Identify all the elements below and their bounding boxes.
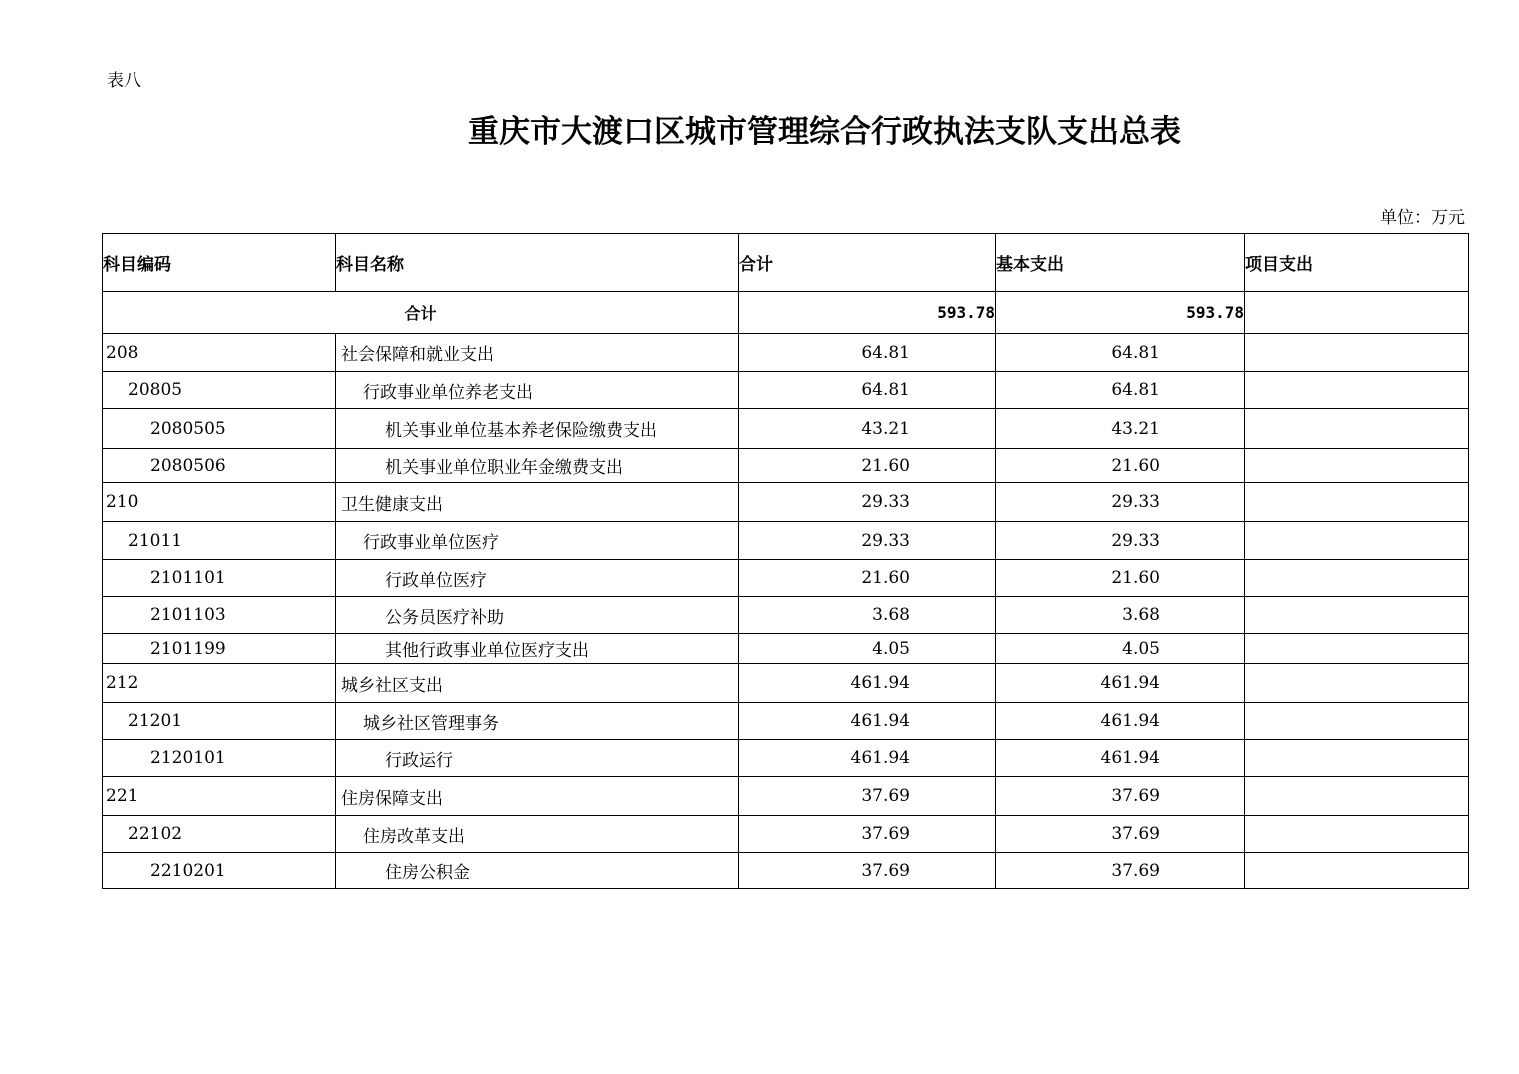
total-label: 合计 bbox=[103, 292, 739, 334]
row-code: 2101103 bbox=[103, 597, 336, 634]
table-row bbox=[103, 483, 1469, 522]
row-name: 城乡社区支出 bbox=[336, 664, 739, 703]
row-code: 21011 bbox=[103, 522, 336, 560]
row-name: 公务员医疗补助 bbox=[336, 597, 739, 634]
row-project bbox=[1245, 703, 1469, 740]
row-code: 2080506 bbox=[103, 449, 336, 483]
table-row bbox=[103, 334, 1469, 372]
row-basic: 37.69 bbox=[996, 853, 1245, 889]
row-total: 461.94 bbox=[739, 740, 996, 777]
row-name: 行政事业单位养老支出 bbox=[336, 372, 739, 409]
table-row bbox=[103, 409, 1469, 449]
row-code: 2210201 bbox=[103, 853, 336, 889]
row-code: 2120101 bbox=[103, 740, 336, 777]
row-code: 20805 bbox=[103, 372, 336, 409]
row-name: 卫生健康支出 bbox=[336, 483, 739, 522]
row-name: 住房保障支出 bbox=[336, 777, 739, 816]
row-code: 208 bbox=[103, 334, 336, 372]
header-total: 合计 bbox=[739, 234, 996, 292]
row-code: 2080505 bbox=[103, 409, 336, 449]
row-total: 29.33 bbox=[739, 522, 996, 560]
row-total: 43.21 bbox=[739, 409, 996, 449]
row-project bbox=[1245, 634, 1469, 664]
table-row bbox=[103, 449, 1469, 483]
row-total: 3.68 bbox=[739, 597, 996, 634]
table-row bbox=[103, 664, 1469, 703]
row-project bbox=[1245, 740, 1469, 777]
total-row bbox=[103, 292, 1469, 334]
row-basic: 4.05 bbox=[996, 634, 1245, 664]
row-total: 37.69 bbox=[739, 777, 996, 816]
row-total: 64.81 bbox=[739, 334, 996, 372]
row-project bbox=[1245, 816, 1469, 853]
unit-label: 单位：万元 bbox=[1380, 208, 1465, 228]
row-total: 64.81 bbox=[739, 372, 996, 409]
row-code: 21201 bbox=[103, 703, 336, 740]
row-project bbox=[1245, 853, 1469, 889]
row-code: 212 bbox=[103, 664, 336, 703]
row-name: 城乡社区管理事务 bbox=[336, 703, 739, 740]
row-total: 21.60 bbox=[739, 449, 996, 483]
row-name: 机关事业单位职业年金缴费支出 bbox=[336, 449, 739, 483]
header-row bbox=[103, 234, 1469, 292]
row-project bbox=[1245, 522, 1469, 560]
row-name: 其他行政事业单位医疗支出 bbox=[336, 634, 739, 664]
row-project bbox=[1245, 560, 1469, 597]
row-name: 住房改革支出 bbox=[336, 816, 739, 853]
table-row bbox=[103, 740, 1469, 777]
row-total: 4.05 bbox=[739, 634, 996, 664]
expenditure-table bbox=[102, 233, 1469, 889]
row-total: 37.69 bbox=[739, 853, 996, 889]
table-row bbox=[103, 816, 1469, 853]
table-label: 表八 bbox=[107, 71, 141, 91]
header-basic: 基本支出 bbox=[996, 234, 1245, 292]
row-total: 21.60 bbox=[739, 560, 996, 597]
header-project: 项目支出 bbox=[1245, 234, 1469, 292]
row-basic: 37.69 bbox=[996, 816, 1245, 853]
table-row bbox=[103, 634, 1469, 664]
row-basic: 461.94 bbox=[996, 664, 1245, 703]
row-basic: 21.60 bbox=[996, 560, 1245, 597]
row-name: 社会保障和就业支出 bbox=[336, 334, 739, 372]
row-name: 行政单位医疗 bbox=[336, 560, 739, 597]
row-code: 2101199 bbox=[103, 634, 336, 664]
row-code: 221 bbox=[103, 777, 336, 816]
row-code: 2101101 bbox=[103, 560, 336, 597]
row-total: 29.33 bbox=[739, 483, 996, 522]
row-name: 机关事业单位基本养老保险缴费支出 bbox=[336, 409, 739, 449]
row-total: 37.69 bbox=[739, 816, 996, 853]
table-row bbox=[103, 372, 1469, 409]
row-code: 22102 bbox=[103, 816, 336, 853]
row-code: 210 bbox=[103, 483, 336, 522]
row-basic: 64.81 bbox=[996, 334, 1245, 372]
row-name: 行政运行 bbox=[336, 740, 739, 777]
table-row bbox=[103, 853, 1469, 889]
row-name: 行政事业单位医疗 bbox=[336, 522, 739, 560]
total-row-basic: 593.78 bbox=[996, 292, 1245, 334]
row-basic: 29.33 bbox=[996, 483, 1245, 522]
table-row bbox=[103, 777, 1469, 816]
row-project bbox=[1245, 334, 1469, 372]
row-project bbox=[1245, 409, 1469, 449]
table-row bbox=[103, 597, 1469, 634]
row-basic: 37.69 bbox=[996, 777, 1245, 816]
row-basic: 3.68 bbox=[996, 597, 1245, 634]
table-row bbox=[103, 522, 1469, 560]
page-title: 重庆市大渡口区城市管理综合行政执法支队支出总表 bbox=[468, 114, 1181, 150]
header-name: 科目名称 bbox=[336, 234, 739, 292]
row-project bbox=[1245, 777, 1469, 816]
row-basic: 43.21 bbox=[996, 409, 1245, 449]
row-project bbox=[1245, 664, 1469, 703]
table-row bbox=[103, 560, 1469, 597]
row-total: 461.94 bbox=[739, 703, 996, 740]
row-project bbox=[1245, 372, 1469, 409]
row-basic: 21.60 bbox=[996, 449, 1245, 483]
header-code: 科目编码 bbox=[103, 234, 336, 292]
row-basic: 64.81 bbox=[996, 372, 1245, 409]
row-total: 461.94 bbox=[739, 664, 996, 703]
row-basic: 29.33 bbox=[996, 522, 1245, 560]
row-basic: 461.94 bbox=[996, 740, 1245, 777]
row-basic: 461.94 bbox=[996, 703, 1245, 740]
row-name: 住房公积金 bbox=[336, 853, 739, 889]
table-row bbox=[103, 703, 1469, 740]
total-row-project bbox=[1245, 292, 1469, 334]
row-project bbox=[1245, 449, 1469, 483]
total-row-total: 593.78 bbox=[739, 292, 996, 334]
row-project bbox=[1245, 483, 1469, 522]
row-project bbox=[1245, 597, 1469, 634]
